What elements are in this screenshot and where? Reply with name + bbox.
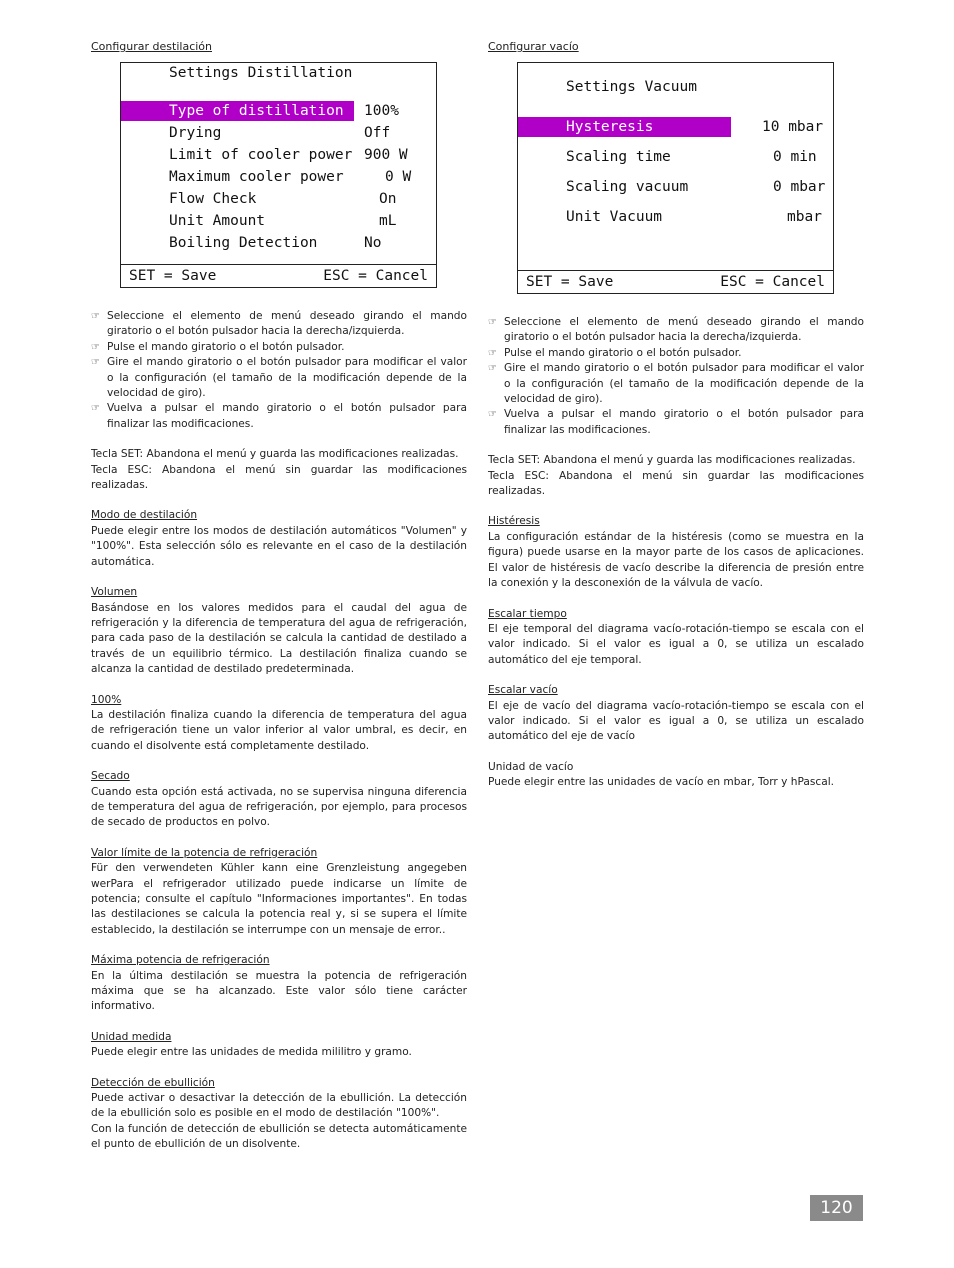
pointing-hand-icon: ☞: [488, 363, 497, 375]
section-title: Valor límite de la potencia de refrigeración: [91, 846, 318, 859]
list-item: [91, 401, 467, 432]
section-title: 100%: [91, 693, 122, 706]
section-text: El eje temporal del diagrama vacío-rotación-tiempo se escala con el valor indicado. Si el valor es igual a 0, se utiliza un escalado automático del eje temporal.: [488, 622, 864, 666]
section-block: [488, 514, 864, 591]
section-text: Cuando esta opción está activada, no se supervisa ninguna diferencia de temperatura del agua de refrigeración, por ejemplo, para procesos de secado de productos en polvo.: [91, 785, 467, 829]
list-item: [91, 355, 467, 401]
section-text: La configuración estándar de la histéresis (como se muestra en la figura) puede usarse en la mayor parte de los casos de aplicaciones. El valor de histéresis de vacío describe la diferencia de presión entre la conexión y la desconexión de la válvula de vacío.: [488, 530, 864, 590]
section-title: Escalar vacío: [488, 684, 558, 697]
section-block: [488, 683, 864, 745]
row-label: Drying: [169, 125, 222, 141]
section-text: En la última destilación se muestra la potencia de refrigeración máxima que se ha alcanzado. Este valor sólo tiene carácter informativo.: [91, 969, 467, 1013]
row-label: Unit Amount: [169, 213, 266, 229]
screen-title: Settings Distillation: [169, 65, 353, 81]
screen-row-unit-vacuum: [518, 207, 833, 227]
row-value: 0 min: [773, 149, 817, 165]
row-value: 10 mbar: [762, 119, 824, 135]
bullet-text: Pulse el mando giratorio o el botón pulsador.: [504, 346, 742, 359]
distillation-settings-screen: [120, 62, 437, 288]
set-key-text: Tecla SET: Abandona el menú y guarda las modificaciones realizadas.: [488, 454, 856, 467]
screen-row-maximum-cooler-power: [121, 167, 436, 187]
row-value: 900 W: [364, 147, 408, 163]
section-block: [91, 846, 467, 938]
esc-cancel-hint: ESC = Cancel: [323, 268, 428, 284]
right-column: [488, 40, 864, 791]
row-value: No: [364, 235, 382, 251]
row-label: Boiling Detection: [169, 235, 318, 251]
section-block: [91, 1076, 467, 1153]
section-title: Volumen: [91, 586, 138, 599]
row-label: Type of distillation: [169, 103, 344, 119]
pointing-hand-icon: ☞: [91, 311, 100, 322]
instruction-list: [91, 309, 467, 432]
section-text: Puede elegir entre las unidades de vacío en mbar, Torr y hPascal.: [488, 776, 835, 789]
pointing-hand-icon: ☞: [91, 357, 100, 369]
screen-row-hysteresis: [518, 117, 833, 137]
section-block: [488, 760, 864, 791]
section-block: [91, 953, 467, 1015]
section-title: Secado: [91, 770, 130, 783]
screen-row-type-of-distillation: [121, 101, 436, 121]
bullet-text: Seleccione el elemento de menú deseado girando el mando giratorio o el botón pulsador hacia la derecha/izquierda.: [504, 316, 864, 344]
section-title: Máxima potencia de refrigeración: [91, 954, 270, 967]
bullet-text: Vuelva a pulsar el mando giratorio o el botón pulsador para finalizar las modificaciones.: [107, 402, 467, 430]
section-block: [91, 769, 467, 831]
section-title: Escalar tiempo: [488, 607, 567, 620]
screen-row-scaling-vacuum: [518, 177, 833, 197]
key-descriptions: [91, 447, 467, 493]
row-label: Limit of cooler power: [169, 147, 353, 163]
section-title: Detección de ebullición: [91, 1076, 215, 1089]
row-label: Flow Check: [169, 191, 257, 207]
list-item: [488, 361, 864, 407]
key-descriptions: [488, 453, 864, 499]
list-item: [488, 407, 864, 438]
left-column: [91, 40, 467, 1153]
row-value: Off: [364, 125, 391, 141]
pointing-hand-icon: ☞: [488, 347, 497, 359]
section-title: Modo de destilación: [91, 509, 198, 522]
section-text: Puede elegir entre los modos de destilación automáticos "Volumen" y "100%". Esta selección sólo es relevante en el caso de la destilación automática.: [91, 524, 467, 568]
instruction-list: [488, 315, 864, 438]
section-heading-distillation: Configurar destilación: [91, 40, 212, 53]
row-value: mbar: [787, 209, 822, 225]
screen-row-flow-check: [121, 189, 436, 209]
pointing-hand-icon: ☞: [91, 403, 100, 415]
section-text: La destilación finaliza cuando la diferencia de temperatura del agua de refrigeración tiene un valor inferior al valor umbral, es decir, en cuando el disolvente está completamente destilado.: [91, 708, 467, 752]
screen-row-limit-cooler-power: [121, 145, 436, 165]
bullet-text: Vuelva a pulsar el mando giratorio o el botón pulsador para finalizar las modificaciones.: [504, 408, 864, 436]
esc-key-text: Tecla ESC: Abandona el menú sin guardar las modificaciones realizadas.: [91, 463, 467, 492]
bullet-text: Pulse el mando giratorio o el botón pulsador.: [107, 340, 345, 353]
section-text: El eje de vacío del diagrama vacío-rotación-tiempo se escala con el valor indicado. Si el valor es igual a 0, se utiliza un escalado automático del eje de vacío: [488, 699, 864, 743]
section-block: [488, 607, 864, 669]
section-block: [91, 1030, 467, 1061]
list-item: [488, 346, 864, 361]
row-value: mL: [379, 213, 397, 229]
bullet-text: Gire el mando giratorio o el botón pulsador para modificar el valor o la configuración (el tamaño de la modificación depende de la velocidad de giro).: [107, 356, 467, 400]
vacuum-settings-screen: [517, 62, 834, 294]
row-label: Maximum cooler power: [169, 169, 344, 185]
list-item: [91, 340, 467, 355]
row-label: Unit Vacuum: [566, 209, 663, 225]
list-item: [91, 309, 467, 340]
set-key-text: Tecla SET: Abandona el menú y guarda las modificaciones realizadas.: [91, 448, 459, 461]
row-value: 0 W: [385, 169, 412, 185]
section-text: Puede elegir entre las unidades de medida mililitro y gramo.: [91, 1046, 412, 1059]
screen-row-unit-amount: [121, 211, 436, 231]
list-item: [488, 315, 864, 346]
section-title: Unidad medida: [91, 1030, 172, 1043]
row-value: 100%: [364, 103, 399, 119]
row-value: On: [379, 191, 397, 207]
pointing-hand-icon: ☞: [91, 341, 100, 353]
section-block: [91, 585, 467, 677]
screen-title: Settings Vacuum: [566, 79, 697, 95]
screen-footer: [518, 270, 833, 293]
row-value: 0 mbar: [773, 179, 826, 195]
pointing-hand-icon: ☞: [488, 409, 497, 421]
screen-row-drying: [121, 123, 436, 143]
section-block: [91, 693, 467, 755]
esc-key-text: Tecla ESC: Abandona el menú sin guardar las modificaciones realizadas.: [488, 469, 864, 498]
row-label: Scaling vacuum: [566, 179, 689, 195]
section-heading-vacuum: Configurar vacío: [488, 40, 579, 53]
set-save-hint: SET = Save: [129, 268, 217, 284]
esc-cancel-hint: ESC = Cancel: [720, 274, 825, 290]
page-number: 120: [810, 1195, 863, 1221]
row-label: Scaling time: [566, 149, 671, 165]
section-title: Histéresis: [488, 515, 540, 528]
section-text: Basándose en los valores medidos para el caudal del agua de refrigeración y la diferencia de temperatura del agua de refrigeración, para cada paso de la destilación se calcula la cantidad de destilado a través de un equilibrio térmico. La destilación finaliza cuando se alcanza la cantidad de destilado predeterminada.: [91, 601, 467, 676]
screen-row-boiling-detection: [121, 233, 436, 253]
section-text: Für den verwendeten Kühler kann eine Grenzleistung angegeben werPara el refrigerador utilizado puede indicarse un límite de potencia; consulte el capítulo "Informaciones importantes". En todas las destilaciones se calcula la potencia real y, si se supera el límite establecido, la destilación se interrumpe con un mensaje de error..: [91, 862, 467, 936]
screen-row-scaling-time: [518, 147, 833, 167]
pointing-hand-icon: ☞: [488, 317, 497, 328]
set-save-hint: SET = Save: [526, 274, 614, 290]
row-label: Hysteresis: [566, 119, 654, 135]
bullet-text: Seleccione el elemento de menú deseado girando el mando giratorio o el botón pulsador hacia la derecha/izquierda.: [107, 310, 467, 338]
section-block: [91, 508, 467, 570]
section-text: Con la función de detección de ebullición se detecta automáticamente el punto de ebullición de un disolvente.: [91, 1122, 467, 1151]
bullet-text: Gire el mando giratorio o el botón pulsador para modificar el valor o la configuración (el tamaño de la modificación depende de la velocidad de giro).: [504, 362, 864, 406]
section-text: Puede activar o desactivar la detección de la ebullición. La detección de la ebullición solo es posible en el modo de destilación "100%".: [91, 1092, 467, 1120]
section-title: Unidad de vacío: [488, 760, 574, 773]
screen-footer: [121, 264, 436, 287]
